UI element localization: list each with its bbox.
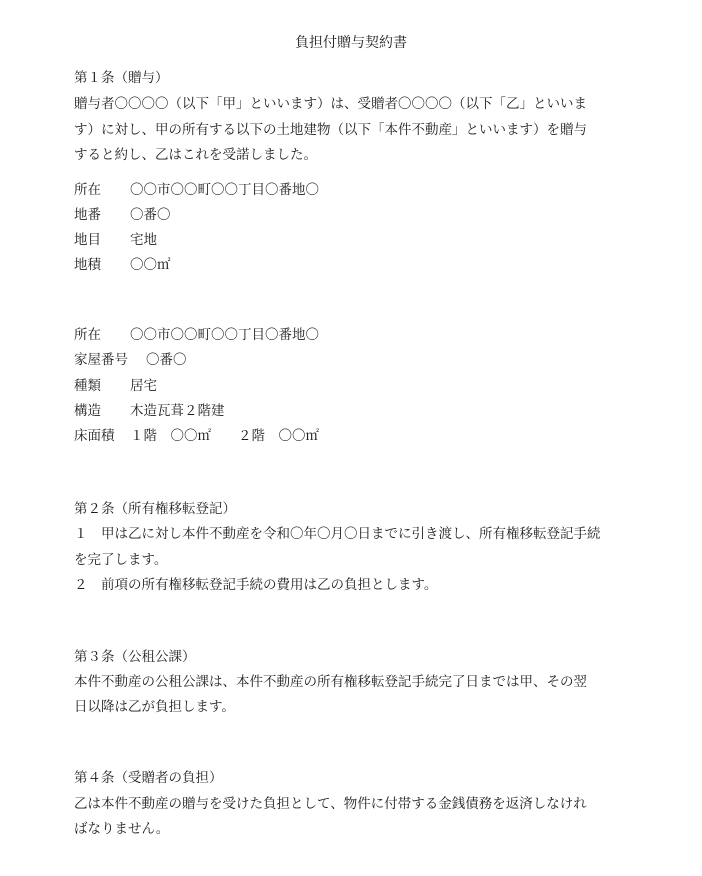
building-house-number-value: 〇番〇: [146, 352, 187, 368]
building-structure-label: 構造: [74, 403, 101, 419]
land-area-row: [74, 255, 171, 275]
building-location-row: [74, 325, 319, 345]
article-4-heading: 第４条（受贈者の負担）: [74, 770, 223, 786]
land-lot-label: 地番: [74, 207, 101, 223]
article-1-line: す）に対し、甲の所有する以下の土地建物（以下「本件不動産」といいます）を贈与: [74, 122, 587, 138]
article-2-line: ２ 前項の所有権移転登記手続の費用は乙の負担とします。: [74, 577, 438, 593]
article-1-heading: 第１条（贈与）: [74, 70, 169, 86]
article-2-heading: 第２条（所有権移転登記）: [74, 501, 236, 517]
article-3-line: 本件不動産の公租公課は、本件不動産の所有権移転登記手続完了日までは甲、その翌: [74, 674, 587, 690]
land-category-value: 宅地: [130, 232, 157, 248]
building-structure-value: 木造瓦葺２階建: [130, 403, 225, 419]
land-area-label: 地積: [74, 257, 101, 273]
article-3-heading: 第３条（公租公課）: [74, 649, 196, 665]
land-category-label: 地目: [74, 232, 101, 248]
land-category-row: [74, 230, 157, 250]
building-location-value: 〇〇市〇〇町〇〇丁目〇番地〇: [130, 327, 319, 343]
document-title: 負担付贈与契約書: [295, 35, 407, 51]
article-1-line: 贈与者〇〇〇〇（以下「甲」といいます）は、受贈者〇〇〇〇（以下「乙」といいま: [74, 96, 587, 112]
building-house-number-label: 家屋番号: [74, 352, 128, 368]
land-location-value: 〇〇市〇〇町〇〇丁目〇番地〇: [130, 182, 319, 198]
article-4-line: ばなりません。: [74, 821, 170, 837]
building-type-label: 種類: [74, 378, 101, 394]
land-area-value: 〇〇㎡: [130, 257, 171, 273]
building-type-row: [74, 376, 157, 396]
article-2-line: １ 甲は乙に対し本件不動産を令和〇年〇月〇日までに引き渡し、所有権移転登記手続: [74, 526, 601, 542]
building-type-value: 居宅: [130, 378, 157, 394]
land-lot-value: 〇番〇: [130, 207, 171, 223]
building-floor-area-row: [74, 426, 319, 446]
land-lot-row: [74, 205, 171, 225]
building-structure-row: [74, 401, 225, 421]
article-4-line: 乙は本件不動産の贈与を受けた負担として、物件に付帯する金銭債務を返済しなけれ: [74, 796, 587, 812]
land-location-row: [74, 180, 319, 200]
building-location-label: 所在: [74, 327, 101, 343]
article-1-line: すると約し、乙はこれを受諾しました。: [74, 147, 317, 163]
article-2-line: を完了します。: [74, 552, 168, 568]
building-house-number-row: [74, 350, 187, 370]
article-3-line: 日以降は乙が負担します。: [74, 699, 235, 715]
building-floor-area-label: 床面積: [74, 428, 115, 444]
land-location-label: 所在: [74, 182, 101, 198]
building-floor-area-value: １階 〇〇㎡ ２階 〇〇㎡: [130, 428, 319, 444]
